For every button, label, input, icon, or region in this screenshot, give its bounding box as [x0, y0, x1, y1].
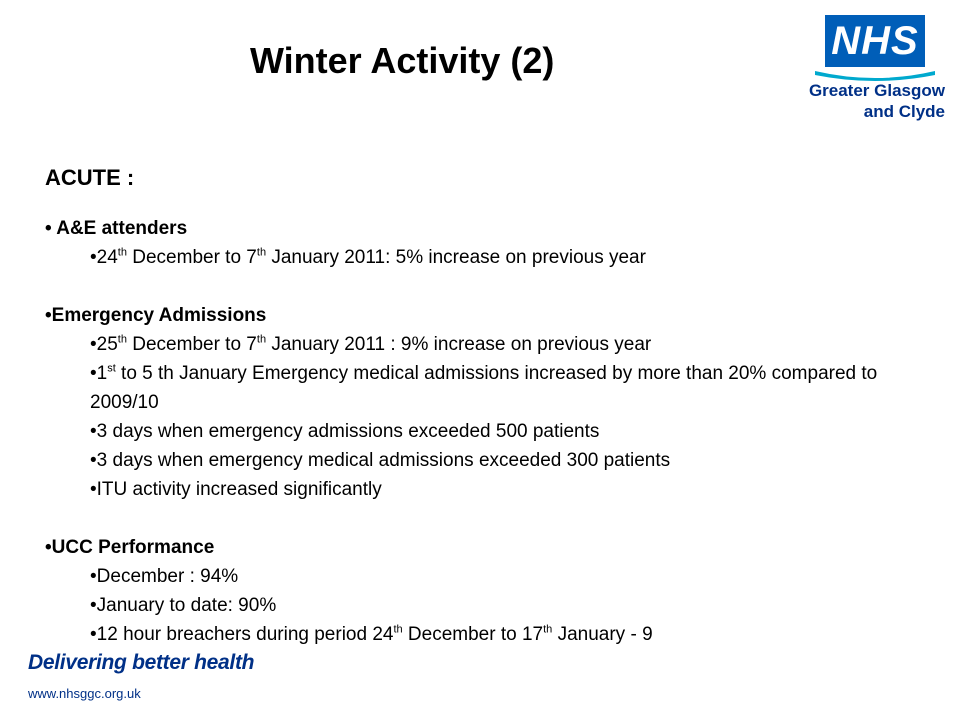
- bullet-text: •3 days when emergency admissions exceeded 500 patients: [90, 421, 600, 442]
- slide-body: [45, 163, 925, 649]
- slide-title: Winter Activity (2): [250, 40, 555, 81]
- bullet-text: •3 days when emergency medical admissions exceeded 300 patients: [90, 450, 671, 471]
- ordinal-suffix: th: [117, 246, 127, 259]
- ordinal-suffix: th: [543, 623, 553, 636]
- section-label: • A&E attenders: [45, 218, 188, 239]
- bullet-text: •December : 94%: [90, 566, 239, 587]
- nhs-logo: [805, 15, 945, 125]
- nhs-logo-mark: NHS: [825, 15, 925, 67]
- bullet-text: •25: [90, 334, 118, 355]
- section-spacer: [45, 504, 925, 533]
- section-spacer: [45, 272, 925, 301]
- section-heading: ACUTE :: [45, 165, 135, 190]
- logo-text-line2: and Clyde: [863, 102, 945, 121]
- ordinal-suffix: th: [393, 623, 403, 636]
- bullet-text: •ITU activity increased significantly: [90, 479, 382, 500]
- bullet-text: December to 17: [402, 624, 544, 645]
- bullet-text: •24: [90, 247, 118, 268]
- bullet-text: to 5 th January Emergency medical admissions increased by more than 20% compared to 2009/10: [90, 363, 878, 413]
- footer-url: www.nhsggc.org.uk: [28, 686, 141, 701]
- bullet-text: December to 7: [126, 247, 257, 268]
- bullet-item: [45, 446, 925, 475]
- bullet-item: [45, 475, 925, 504]
- logo-text-line1: Greater Glasgow: [808, 81, 945, 100]
- bullet-item: [45, 417, 925, 446]
- bullet-item: [45, 620, 925, 649]
- bullet-item: [45, 330, 925, 359]
- bullet-text: •12 hour breachers during period 24: [90, 624, 394, 645]
- bullet-item: [45, 591, 925, 620]
- ordinal-suffix: th: [256, 246, 267, 259]
- bullet-sections: [45, 214, 925, 649]
- ordinal-suffix: th: [117, 333, 127, 346]
- bullet-text: January - 9: [552, 624, 653, 645]
- footer-tagline: Delivering better health: [28, 651, 255, 674]
- ordinal-suffix: st: [107, 362, 116, 375]
- bullet-text: •1: [90, 363, 108, 384]
- bullet-text: January 2011: 5% increase on previous year: [266, 247, 646, 268]
- bullet-text: •January to date: 90%: [90, 595, 277, 616]
- section-label: •UCC Performance: [45, 537, 215, 558]
- footer: [28, 651, 254, 701]
- bullet-item: [45, 562, 925, 591]
- ordinal-suffix: th: [256, 333, 267, 346]
- section-label: •Emergency Admissions: [45, 305, 267, 326]
- bullet-text: December to 7: [126, 334, 257, 355]
- bullet-item: [45, 243, 925, 272]
- bullet-item: [45, 359, 925, 417]
- bullet-text: January 2011 : 9% increase on previous year: [266, 334, 652, 355]
